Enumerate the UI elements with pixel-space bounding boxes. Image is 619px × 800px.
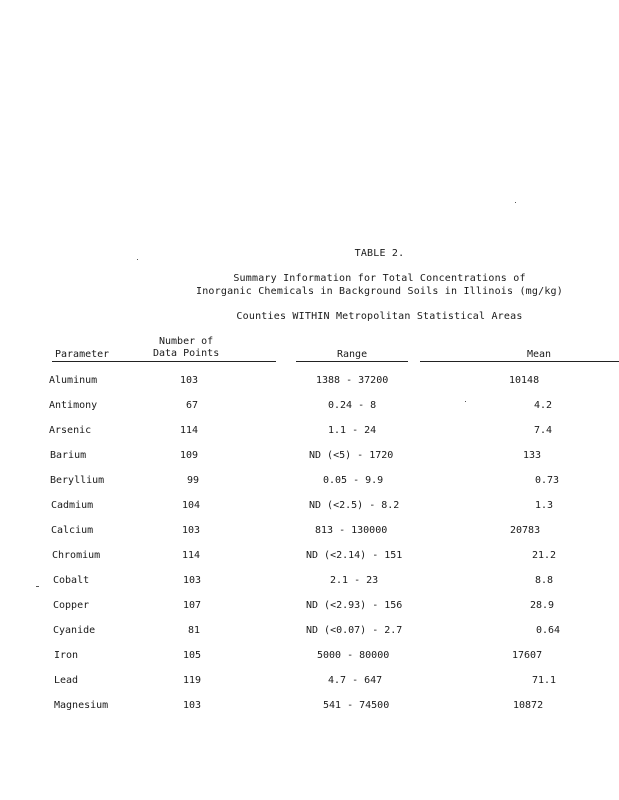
column-header-data-points-line-2: Data Points bbox=[153, 348, 220, 359]
data-points-cell: 109 bbox=[180, 450, 199, 461]
column-header-mean: Mean bbox=[527, 349, 552, 360]
table-row bbox=[0, 525, 619, 539]
range-cell: ND (<2.93) - 156 bbox=[306, 600, 403, 611]
data-points-cell: 114 bbox=[182, 550, 201, 561]
parameter-cell: Aluminum bbox=[49, 375, 98, 386]
column-header-data-points-line-1: Number of bbox=[159, 336, 214, 347]
mean-cell: 28.9 bbox=[530, 600, 555, 611]
range-cell: ND (<0.07) - 2.7 bbox=[306, 625, 403, 636]
column-header-parameter: Parameter bbox=[55, 349, 110, 360]
table-row bbox=[0, 500, 619, 514]
parameter-cell: Chromium bbox=[52, 550, 101, 561]
header-rule bbox=[296, 361, 408, 362]
scan-speck bbox=[137, 259, 138, 260]
table-row bbox=[0, 575, 619, 589]
table-row bbox=[0, 425, 619, 439]
table-row bbox=[0, 400, 619, 414]
parameter-cell: Magnesium bbox=[54, 700, 109, 711]
parameter-cell: Iron bbox=[54, 650, 79, 661]
column-header-range: Range bbox=[337, 349, 368, 360]
data-points-cell: 103 bbox=[183, 700, 202, 711]
mean-cell: 20783 bbox=[510, 525, 541, 536]
mean-cell: 0.64 bbox=[536, 625, 561, 636]
parameter-cell: Barium bbox=[50, 450, 87, 461]
range-cell: 0.24 - 8 bbox=[328, 400, 377, 411]
range-cell: 1.1 - 24 bbox=[328, 425, 377, 436]
table-row bbox=[0, 600, 619, 614]
data-points-cell: 103 bbox=[182, 525, 201, 536]
data-points-cell: 119 bbox=[183, 675, 202, 686]
data-points-cell: 107 bbox=[183, 600, 202, 611]
parameter-cell: Antimony bbox=[49, 400, 98, 411]
range-cell: 813 - 130000 bbox=[315, 525, 388, 536]
mean-cell: 1.3 bbox=[535, 500, 554, 511]
data-points-cell: 67 bbox=[186, 400, 199, 411]
data-points-cell: 114 bbox=[180, 425, 199, 436]
range-cell: ND (<2.14) - 151 bbox=[306, 550, 403, 561]
parameter-cell: Arsenic bbox=[49, 425, 92, 436]
range-cell: 5000 - 80000 bbox=[317, 650, 390, 661]
data-points-cell: 99 bbox=[187, 475, 200, 486]
range-cell: ND (<2.5) - 8.2 bbox=[309, 500, 400, 511]
parameter-cell: Cadmium bbox=[51, 500, 94, 511]
mean-cell: 0.73 bbox=[535, 475, 560, 486]
mean-cell: 71.1 bbox=[532, 675, 557, 686]
parameter-cell: Copper bbox=[53, 600, 90, 611]
table-row bbox=[0, 625, 619, 639]
parameter-cell: Beryllium bbox=[50, 475, 105, 486]
mean-cell: 17607 bbox=[512, 650, 543, 661]
parameter-cell: Lead bbox=[54, 675, 79, 686]
data-points-cell: 105 bbox=[183, 650, 202, 661]
parameter-cell: Calcium bbox=[51, 525, 94, 536]
table-row bbox=[0, 450, 619, 464]
mean-cell: 4.2 bbox=[534, 400, 553, 411]
table-row bbox=[0, 675, 619, 689]
mean-cell: 21.2 bbox=[532, 550, 557, 561]
table-title-line-2: Inorganic Chemicals in Background Soils in Illinois (mg/kg) bbox=[195, 286, 563, 297]
table-row bbox=[0, 550, 619, 564]
table-row bbox=[0, 375, 619, 389]
table-number: TABLE 2. bbox=[354, 248, 405, 259]
parameter-cell: Cobalt bbox=[53, 575, 90, 586]
header-rule bbox=[420, 361, 619, 362]
table-row bbox=[0, 475, 619, 489]
range-cell: 1388 - 37200 bbox=[316, 375, 389, 386]
range-cell: 2.1 - 23 bbox=[330, 575, 379, 586]
mean-cell: 7.4 bbox=[534, 425, 553, 436]
range-cell: 4.7 - 647 bbox=[328, 675, 383, 686]
data-points-cell: 103 bbox=[183, 575, 202, 586]
data-points-cell: 81 bbox=[188, 625, 201, 636]
table-subtitle: Counties WITHIN Metropolitan Statistical Areas bbox=[236, 311, 523, 322]
scan-speck bbox=[515, 202, 516, 203]
range-cell: ND (<5) - 1720 bbox=[309, 450, 394, 461]
parameter-cell: Cyanide bbox=[53, 625, 96, 636]
mean-cell: 10872 bbox=[513, 700, 544, 711]
mean-cell: 8.8 bbox=[535, 575, 554, 586]
range-cell: 541 - 74500 bbox=[323, 700, 390, 711]
table-row bbox=[0, 700, 619, 714]
mean-cell: 133 bbox=[523, 450, 542, 461]
data-points-cell: 104 bbox=[182, 500, 201, 511]
mean-cell: 10148 bbox=[509, 375, 540, 386]
header-rule bbox=[52, 361, 276, 362]
data-points-cell: 103 bbox=[180, 375, 199, 386]
table-title-line-1: Summary Information for Total Concentrations of bbox=[233, 273, 526, 284]
range-cell: 0.05 - 9.9 bbox=[323, 475, 384, 486]
table-row bbox=[0, 650, 619, 664]
